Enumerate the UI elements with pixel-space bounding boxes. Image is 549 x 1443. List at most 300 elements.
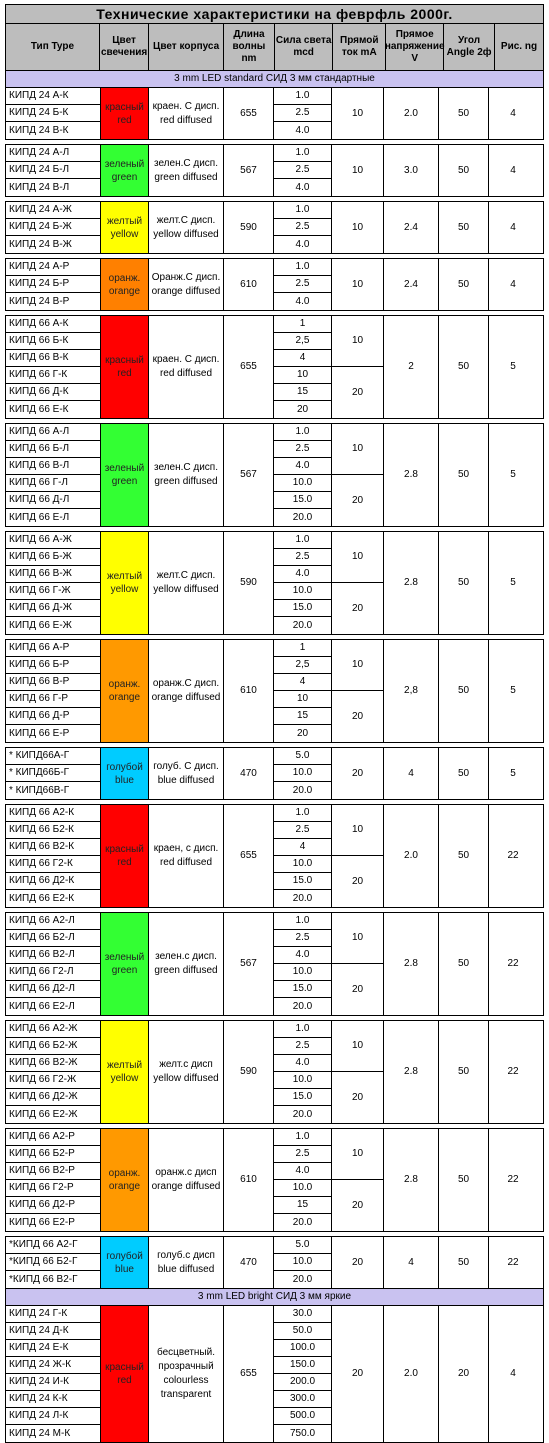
figure-value: 22 bbox=[507, 850, 519, 861]
type-cell: КИПД 66 Е-Р bbox=[9, 727, 70, 739]
type-cell: КИПД 66 А2-Р bbox=[6, 1129, 100, 1146]
intensity-cell: 15 bbox=[274, 1197, 331, 1214]
led-group bbox=[5, 258, 544, 311]
body-color-cell bbox=[149, 316, 224, 418]
intensity-cell: 4.0 bbox=[274, 458, 331, 475]
voltage-value: 2.4 bbox=[404, 278, 418, 290]
type-cell: КИПД 66 Д-К bbox=[6, 384, 100, 401]
led-group bbox=[5, 1236, 544, 1289]
emission-color-label: оранж. orange bbox=[108, 272, 141, 297]
figure-cell bbox=[489, 1306, 537, 1442]
wavelength-value: 655 bbox=[240, 850, 257, 861]
type-cell: КИПД 24 В-Р bbox=[9, 295, 70, 307]
emission-color-cell bbox=[101, 424, 149, 526]
type-cell: КИПД 24 Б-Р bbox=[6, 276, 100, 293]
intensity-cell: 15 bbox=[274, 384, 331, 401]
angle-cell bbox=[439, 316, 489, 418]
led-group bbox=[5, 201, 544, 254]
body-color-cell bbox=[149, 259, 224, 310]
body-color-label: зелен.С дисп. green diffused bbox=[153, 462, 218, 487]
type-cell: *КИПД 66 В2-Г bbox=[9, 1273, 78, 1285]
wavelength-value: 470 bbox=[240, 767, 257, 779]
angle-value: 50 bbox=[457, 1256, 470, 1268]
current-cell: 20 bbox=[351, 1199, 364, 1211]
angle-value: 50 bbox=[457, 850, 470, 861]
intensity-column bbox=[274, 316, 332, 418]
figure-cell bbox=[489, 640, 537, 742]
current-cell: 10 bbox=[332, 805, 383, 856]
led-group bbox=[5, 315, 544, 419]
header-wavelength: Длина волны nm bbox=[224, 24, 275, 70]
figure-value: 22 bbox=[507, 1256, 519, 1268]
wavelength-value: 590 bbox=[240, 221, 257, 233]
figure-cell bbox=[489, 202, 537, 253]
type-column bbox=[6, 1021, 101, 1123]
intensity-cell: 1.0 bbox=[274, 145, 331, 162]
figure-value: 4 bbox=[510, 221, 516, 233]
type-cell: КИПД 66 Б-К bbox=[6, 333, 100, 350]
intensity-column bbox=[274, 1021, 332, 1123]
intensity-cell: 20 bbox=[296, 403, 309, 415]
intensity-cell: 10.0 bbox=[274, 583, 331, 600]
body-color-label: зелен.с дисп. green diffused bbox=[154, 951, 218, 976]
body-color-cell bbox=[149, 1237, 224, 1288]
emission-color-label: оранж. orange bbox=[108, 679, 141, 703]
voltage-cell bbox=[384, 259, 439, 310]
body-color-cell bbox=[149, 145, 224, 196]
emission-color-label: красный red bbox=[105, 1362, 144, 1386]
intensity-cell: 30.0 bbox=[274, 1306, 331, 1323]
current-cell: 20 bbox=[351, 1091, 364, 1103]
voltage-cell bbox=[384, 145, 439, 196]
led-group bbox=[5, 1306, 544, 1443]
current-cell: 10 bbox=[351, 107, 364, 119]
figure-cell bbox=[489, 913, 537, 1015]
intensity-column bbox=[274, 1237, 332, 1288]
intensity-cell: 10.0 bbox=[274, 475, 331, 492]
type-cell: КИПД 66 Е-Л bbox=[9, 511, 70, 523]
type-column bbox=[6, 88, 101, 139]
header-current: Прямой ток mA bbox=[333, 24, 386, 70]
intensity-cell: 20.0 bbox=[292, 784, 313, 796]
current-column bbox=[332, 424, 384, 526]
type-cell: КИПД 66 Г2-К bbox=[6, 856, 100, 873]
intensity-column bbox=[274, 145, 332, 196]
type-cell: КИПД 24 В-Ж bbox=[9, 238, 72, 250]
intensity-cell: 10.0 bbox=[274, 1180, 331, 1197]
current-cell: 10 bbox=[351, 278, 364, 290]
wavelength-cell bbox=[224, 1021, 274, 1123]
type-cell: КИПД 66 В-Р bbox=[6, 674, 100, 691]
emission-color-label: желтый yellow bbox=[106, 571, 143, 595]
intensity-cell: 15.0 bbox=[274, 873, 331, 890]
figure-cell bbox=[489, 145, 537, 196]
current-cell: 10 bbox=[332, 640, 383, 691]
voltage-cell bbox=[384, 805, 439, 907]
intensity-column bbox=[274, 424, 332, 526]
body-color-label: зелен.С дисп. green diffused bbox=[153, 157, 218, 183]
voltage-cell bbox=[384, 424, 439, 526]
current-cell: 20 bbox=[351, 386, 364, 398]
figure-value: 5 bbox=[510, 685, 516, 696]
intensity-cell: 4.0 bbox=[274, 947, 331, 964]
intensity-cell: 2,5 bbox=[274, 657, 331, 674]
body-color-label: Оранж.С дисп. orange diffused bbox=[151, 271, 221, 297]
voltage-cell bbox=[384, 532, 439, 634]
type-cell: КИПД 24 И-К bbox=[6, 1374, 100, 1391]
current-column bbox=[332, 1306, 384, 1442]
angle-cell bbox=[439, 532, 489, 634]
type-cell: КИПД 24 А-Р bbox=[6, 259, 100, 276]
type-cell: КИПД 24 Б-К bbox=[6, 105, 100, 122]
type-cell: КИПД 24 М-К bbox=[9, 1427, 71, 1439]
body-color-cell bbox=[149, 532, 224, 634]
intensity-cell: 2.5 bbox=[274, 219, 331, 236]
intensity-cell: 20.0 bbox=[292, 1108, 313, 1120]
intensity-cell: 20.0 bbox=[292, 1273, 313, 1285]
type-column bbox=[6, 145, 101, 196]
intensity-column bbox=[274, 532, 332, 634]
intensity-cell: 10 bbox=[274, 691, 331, 708]
current-column bbox=[332, 748, 384, 799]
led-group bbox=[5, 1128, 544, 1232]
header-intensity: Сила света mcd bbox=[275, 24, 334, 70]
angle-cell bbox=[439, 913, 489, 1015]
angle-cell bbox=[439, 748, 489, 799]
wavelength-value: 610 bbox=[240, 1174, 257, 1185]
type-cell: КИПД 24 А-Л bbox=[6, 145, 100, 162]
figure-value: 5 bbox=[510, 577, 516, 588]
voltage-value: 2.8 bbox=[404, 469, 418, 480]
body-color-cell bbox=[149, 1306, 224, 1442]
type-column bbox=[6, 913, 101, 1015]
led-group bbox=[5, 1020, 544, 1124]
intensity-cell: 2.5 bbox=[274, 549, 331, 566]
intensity-cell: 4.0 bbox=[274, 1163, 331, 1180]
voltage-value: 4 bbox=[408, 1256, 414, 1268]
current-cell: 10 bbox=[351, 164, 364, 176]
led-group bbox=[5, 912, 544, 1016]
type-cell: КИПД 24 Ж-К bbox=[6, 1357, 100, 1374]
angle-cell bbox=[439, 145, 489, 196]
intensity-cell: 150.0 bbox=[274, 1357, 331, 1374]
current-column bbox=[332, 640, 384, 742]
header-body: Цвет корпуса bbox=[149, 24, 224, 70]
intensity-cell: 2.5 bbox=[274, 1038, 331, 1055]
type-cell: *КИПД 66 Б2-Г bbox=[6, 1254, 100, 1271]
intensity-cell: 4.0 bbox=[274, 566, 331, 583]
intensity-cell: 1.0 bbox=[274, 202, 331, 219]
voltage-value: 2.0 bbox=[404, 107, 418, 119]
current-cell: 10 bbox=[332, 316, 383, 367]
emission-color-label: оранж. orange bbox=[108, 1168, 141, 1192]
wavelength-cell bbox=[224, 88, 274, 139]
current-cell: 20 bbox=[351, 875, 364, 887]
emission-color-cell bbox=[101, 202, 149, 253]
intensity-cell: 200.0 bbox=[274, 1374, 331, 1391]
type-cell: КИПД 66 А2-Л bbox=[6, 913, 100, 930]
emission-color-cell bbox=[101, 748, 149, 799]
intensity-column bbox=[274, 259, 332, 310]
header-voltage: Прямое напряжение V bbox=[386, 24, 444, 70]
intensity-cell: 300.0 bbox=[274, 1391, 331, 1408]
wavelength-value: 470 bbox=[240, 1256, 257, 1268]
emission-color-label: красный red bbox=[105, 101, 144, 126]
angle-cell bbox=[439, 1306, 489, 1442]
angle-cell bbox=[439, 805, 489, 907]
intensity-cell: 20.0 bbox=[292, 1000, 313, 1012]
header-type: Тип Type bbox=[6, 24, 100, 70]
type-cell: КИПД 66 Е2-Л bbox=[9, 1000, 75, 1012]
voltage-cell bbox=[384, 316, 439, 418]
current-cell: 20 bbox=[351, 602, 364, 614]
type-cell: КИПД 24 В-Л bbox=[9, 181, 70, 193]
body-color-label: оранж.с дисп orange diffused bbox=[151, 1167, 221, 1192]
intensity-cell: 20.0 bbox=[292, 511, 313, 523]
current-cell: 10 bbox=[332, 424, 383, 475]
angle-value: 50 bbox=[457, 1174, 470, 1185]
intensity-cell: 1.0 bbox=[274, 259, 331, 276]
wavelength-value: 590 bbox=[240, 577, 257, 588]
intensity-cell: 5.0 bbox=[274, 748, 331, 765]
type-cell: КИПД 66 Г-Л bbox=[6, 475, 100, 492]
current-cell: 10 bbox=[332, 1021, 383, 1072]
angle-cell bbox=[439, 1237, 489, 1288]
angle-cell bbox=[439, 88, 489, 139]
angle-cell bbox=[439, 1129, 489, 1231]
type-cell: КИПД 24 Б-Ж bbox=[6, 219, 100, 236]
type-column bbox=[6, 1306, 101, 1442]
voltage-value: 4 bbox=[408, 767, 414, 779]
angle-cell bbox=[439, 424, 489, 526]
header-figure: Рис. ng bbox=[500, 41, 538, 52]
emission-color-label: зеленый green bbox=[104, 158, 145, 183]
angle-cell bbox=[439, 259, 489, 310]
figure-cell bbox=[489, 532, 537, 634]
intensity-cell: 10.0 bbox=[274, 765, 331, 782]
intensity-cell: 1 bbox=[274, 316, 331, 333]
page-title: Технические характеристики на феврфль 2000г. bbox=[5, 4, 544, 24]
led-group bbox=[5, 747, 544, 800]
voltage-value: 2.8 bbox=[404, 577, 418, 588]
intensity-column bbox=[274, 88, 332, 139]
current-column bbox=[332, 913, 384, 1015]
body-color-label: краен, с дисп. red diffused bbox=[153, 843, 219, 868]
intensity-column bbox=[274, 748, 332, 799]
body-color-label: краен. С дисп. red diffused bbox=[152, 354, 220, 379]
wavelength-value: 655 bbox=[240, 107, 257, 119]
intensity-column bbox=[274, 805, 332, 907]
type-cell: *КИПД 66 А2-Г bbox=[6, 1237, 100, 1254]
intensity-cell: 500.0 bbox=[274, 1408, 331, 1425]
current-column bbox=[332, 1129, 384, 1231]
intensity-cell: 20.0 bbox=[292, 1216, 313, 1228]
voltage-value: 2.8 bbox=[404, 1174, 418, 1185]
emission-color-cell bbox=[101, 1306, 149, 1442]
type-cell: КИПД 24 Е-К bbox=[6, 1340, 100, 1357]
current-cell: 20 bbox=[351, 710, 364, 722]
type-cell: КИПД 66 Б-Ж bbox=[6, 549, 100, 566]
angle-value: 50 bbox=[457, 1066, 470, 1077]
intensity-cell: 1.0 bbox=[274, 805, 331, 822]
type-cell: КИПД 66 В-Ж bbox=[6, 566, 100, 583]
figure-value: 5 bbox=[510, 767, 516, 779]
intensity-cell: 10.0 bbox=[274, 1254, 331, 1271]
emission-color-cell bbox=[101, 1237, 149, 1288]
type-column bbox=[6, 424, 101, 526]
led-group bbox=[5, 423, 544, 527]
type-cell: КИПД 24 Г-К bbox=[6, 1306, 100, 1323]
wavelength-cell bbox=[224, 640, 274, 742]
angle-cell bbox=[439, 202, 489, 253]
type-cell: КИПД 66 Г2-Л bbox=[6, 964, 100, 981]
intensity-cell: 1.0 bbox=[274, 424, 331, 441]
emission-color-label: желтый yellow bbox=[106, 1060, 143, 1084]
current-cell: 20 bbox=[351, 494, 364, 506]
wavelength-cell bbox=[224, 532, 274, 634]
current-cell: 10 bbox=[351, 221, 364, 233]
type-cell: КИПД 66 Д2-Л bbox=[6, 981, 100, 998]
intensity-cell: 1.0 bbox=[274, 1021, 331, 1038]
type-cell: КИПД 24 К-К bbox=[6, 1391, 100, 1408]
intensity-cell: 2.5 bbox=[274, 276, 331, 293]
figure-value: 22 bbox=[507, 1066, 519, 1077]
voltage-cell bbox=[384, 1021, 439, 1123]
current-column bbox=[332, 88, 384, 139]
header-color: Цвет свечения bbox=[100, 24, 149, 70]
intensity-cell: 15.0 bbox=[274, 981, 331, 998]
type-column bbox=[6, 805, 101, 907]
wavelength-value: 567 bbox=[240, 164, 257, 176]
voltage-value: 2.0 bbox=[404, 850, 418, 861]
type-cell: КИПД 66 Е2-К bbox=[9, 892, 75, 904]
body-color-cell bbox=[149, 748, 224, 799]
body-color-label: оранж.С дисп. orange diffused bbox=[151, 678, 221, 703]
wavelength-cell bbox=[224, 1129, 274, 1231]
wavelength-cell bbox=[224, 316, 274, 418]
voltage-value: 2,8 bbox=[404, 685, 418, 696]
type-column bbox=[6, 1129, 101, 1231]
emission-color-cell bbox=[101, 88, 149, 139]
intensity-cell: 10.0 bbox=[274, 856, 331, 873]
intensity-cell: 100.0 bbox=[274, 1340, 331, 1357]
type-cell: КИПД 66 В-К bbox=[6, 350, 100, 367]
type-cell: КИПД 24 А-Ж bbox=[6, 202, 100, 219]
voltage-value: 2.4 bbox=[404, 221, 418, 233]
intensity-cell: 15.0 bbox=[274, 492, 331, 509]
intensity-cell: 1.0 bbox=[274, 532, 331, 549]
section-label: 3 mm LED bright СИД 3 мм яркие bbox=[5, 1289, 544, 1306]
type-cell: КИПД 66 Б-Л bbox=[6, 441, 100, 458]
emission-color-label: зеленый green bbox=[104, 463, 145, 487]
figure-value: 4 bbox=[510, 278, 516, 290]
wavelength-cell bbox=[224, 202, 274, 253]
voltage-cell bbox=[384, 748, 439, 799]
wavelength-value: 655 bbox=[240, 361, 257, 372]
type-cell: КИПД 24 Л-К bbox=[6, 1408, 100, 1425]
intensity-cell: 2.5 bbox=[274, 441, 331, 458]
wavelength-cell bbox=[224, 1306, 274, 1442]
type-cell: КИПД 66 В2-Л bbox=[6, 947, 100, 964]
type-cell: КИПД 66 Б2-Л bbox=[6, 930, 100, 947]
current-column bbox=[332, 1021, 384, 1123]
body-color-cell bbox=[149, 202, 224, 253]
body-color-label: желт.с дисп yellow diffused bbox=[153, 1059, 219, 1084]
type-column bbox=[6, 1237, 101, 1288]
wavelength-value: 567 bbox=[240, 958, 257, 969]
wavelength-value: 610 bbox=[240, 278, 257, 290]
voltage-cell bbox=[384, 640, 439, 742]
intensity-cell: 10.0 bbox=[274, 964, 331, 981]
type-cell: КИПД 66 Е2-Ж bbox=[9, 1108, 78, 1120]
current-cell: 20 bbox=[351, 1256, 364, 1268]
angle-cell bbox=[439, 640, 489, 742]
body-color-label: голуб. С дисп. blue diffused bbox=[153, 760, 219, 786]
type-cell: КИПД 66 Е2-Р bbox=[9, 1216, 75, 1228]
intensity-cell: 10 bbox=[274, 367, 331, 384]
figure-cell bbox=[489, 748, 537, 799]
figure-cell bbox=[489, 424, 537, 526]
emission-color-label: красный red bbox=[105, 355, 144, 379]
voltage-value: 2.8 bbox=[404, 958, 418, 969]
voltage-value: 2.0 bbox=[404, 1368, 418, 1379]
figure-value: 4 bbox=[510, 164, 516, 176]
intensity-cell: 15.0 bbox=[274, 600, 331, 617]
wavelength-cell bbox=[224, 1237, 274, 1288]
type-cell: КИПД 66 Д-Л bbox=[6, 492, 100, 509]
intensity-cell: 20.0 bbox=[292, 892, 313, 904]
led-group bbox=[5, 144, 544, 197]
current-column bbox=[332, 145, 384, 196]
type-column bbox=[6, 202, 101, 253]
type-cell: * КИПД66А-Г bbox=[6, 748, 100, 765]
intensity-cell: 1.0 bbox=[274, 88, 331, 105]
wavelength-value: 655 bbox=[240, 1368, 257, 1379]
figure-value: 5 bbox=[510, 361, 516, 372]
type-cell: КИПД 66 В2-Ж bbox=[6, 1055, 100, 1072]
intensity-cell: 1.0 bbox=[274, 913, 331, 930]
type-cell: КИПД 66 А-К bbox=[6, 316, 100, 333]
angle-value: 50 bbox=[457, 685, 470, 696]
current-column bbox=[332, 532, 384, 634]
emission-color-label: красный red bbox=[105, 844, 144, 868]
intensity-column bbox=[274, 913, 332, 1015]
angle-value: 50 bbox=[457, 107, 470, 119]
current-column bbox=[332, 316, 384, 418]
intensity-cell: 20 bbox=[296, 727, 309, 739]
voltage-cell bbox=[384, 913, 439, 1015]
type-cell: КИПД 66 Г-Ж bbox=[6, 583, 100, 600]
wavelength-value: 590 bbox=[240, 1066, 257, 1077]
angle-cell bbox=[439, 1021, 489, 1123]
intensity-cell: 15 bbox=[274, 708, 331, 725]
type-cell: КИПД 66 Д2-К bbox=[6, 873, 100, 890]
current-cell: 10 bbox=[332, 1129, 383, 1180]
figure-cell bbox=[489, 805, 537, 907]
body-color-cell bbox=[149, 805, 224, 907]
emission-color-cell bbox=[101, 913, 149, 1015]
type-cell: КИПД 24 А-К bbox=[6, 88, 100, 105]
body-color-cell bbox=[149, 88, 224, 139]
angle-value: 50 bbox=[457, 164, 470, 176]
type-cell: КИПД 66 Д2-Ж bbox=[6, 1089, 100, 1106]
type-column bbox=[6, 748, 101, 799]
current-cell: 20 bbox=[351, 1368, 364, 1379]
emission-color-cell bbox=[101, 145, 149, 196]
type-column bbox=[6, 316, 101, 418]
type-cell: КИПД 66 А-Р bbox=[6, 640, 100, 657]
type-cell: КИПД 66 Г-К bbox=[6, 367, 100, 384]
